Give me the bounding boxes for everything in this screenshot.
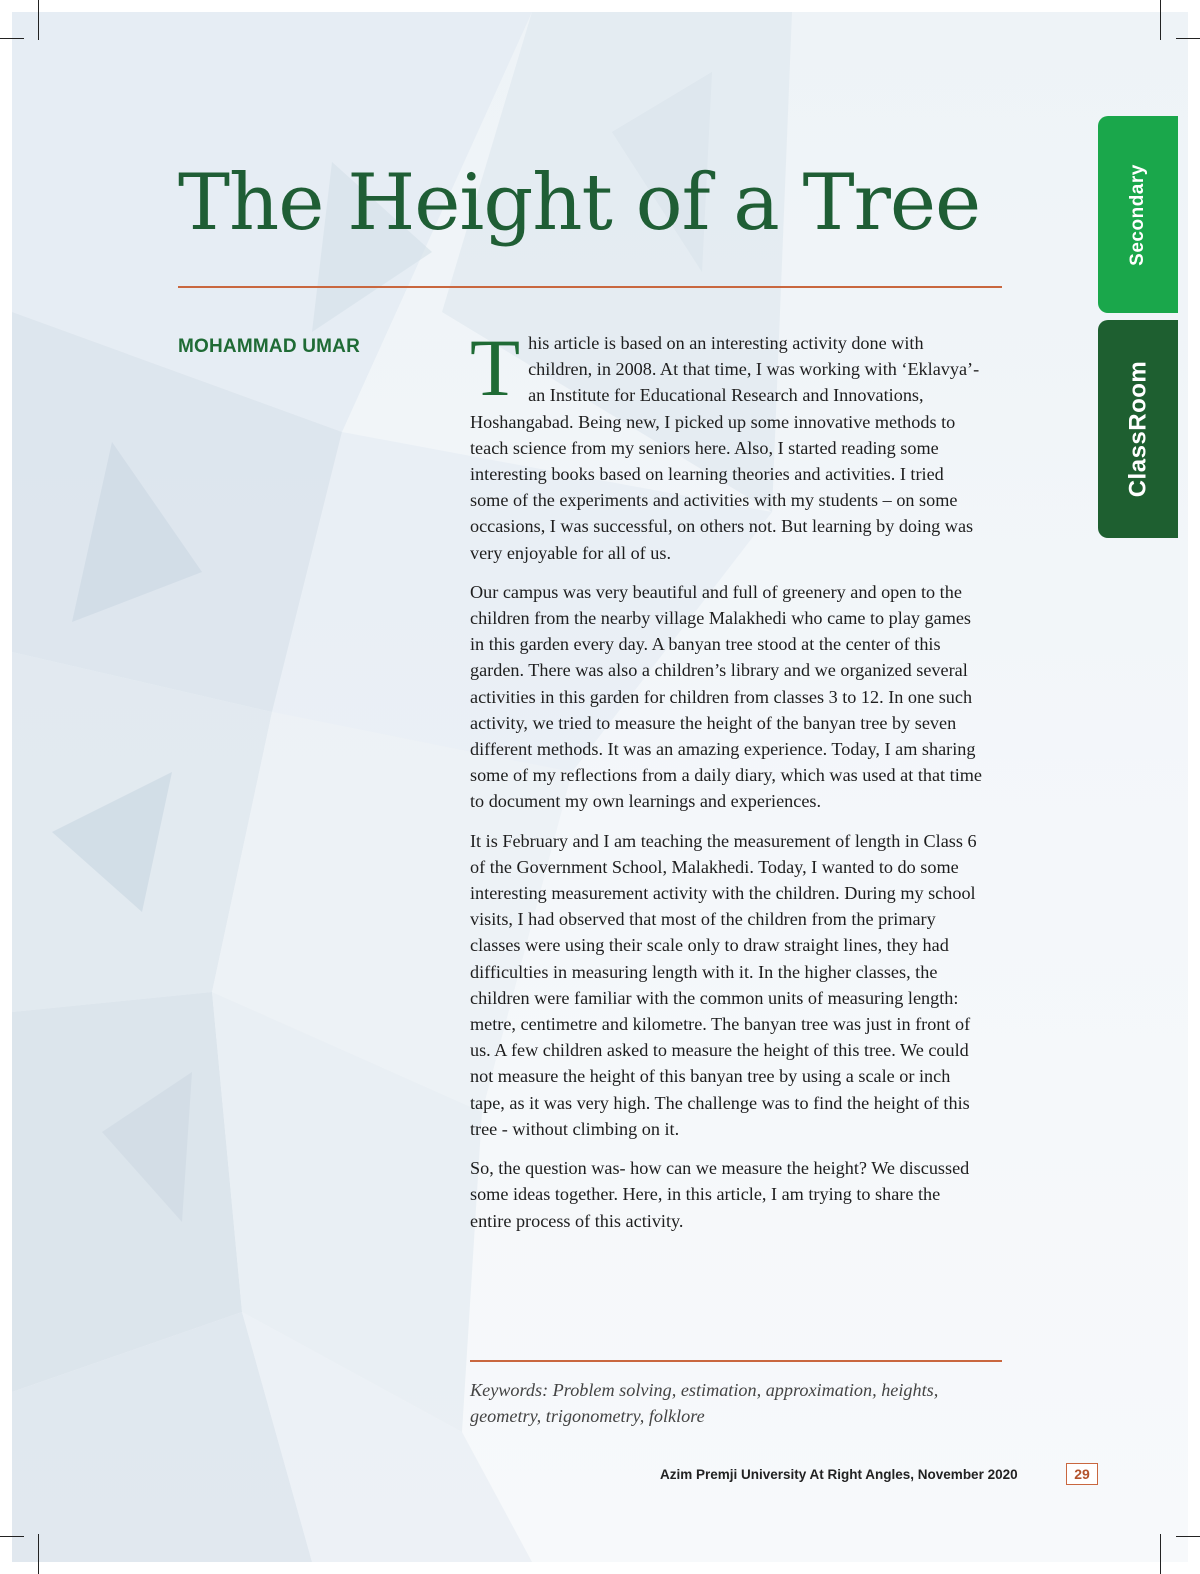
crop-mark bbox=[38, 1534, 39, 1574]
article-body bbox=[470, 322, 982, 1247]
crop-mark bbox=[1176, 38, 1200, 39]
article-paragraph bbox=[470, 322, 982, 566]
tab-classroom bbox=[1098, 320, 1178, 538]
article-paragraph: So, the question was- how can we measure the height? We discussed some ideas together. Here, in this article, I am trying to share the entire process of this activity. bbox=[470, 1158, 970, 1231]
crop-mark bbox=[0, 1536, 24, 1537]
keywords: Keywords: Problem solving, estimation, approximation, heights, geometry, trigonometry, folklore bbox=[470, 1380, 939, 1426]
crop-mark bbox=[1176, 1536, 1200, 1537]
paragraph-text: his article is based on an interesting activity done with children, in 2008. At that time, I was working with ‘Eklavya’- an Institute for Educational Research and Innovations, Hoshangabad. Being new, I picked up some innovative methods to teach science from my seniors here. Also, I started reading some interesting books based on learning theories and activities. I tried some of the experiments and activities with my students – on some occasions, I was successful, on others not. But learning by doing was very enjoyable for all of us. bbox=[470, 333, 980, 563]
tab-classroom-label: ClassRoom bbox=[1124, 360, 1152, 498]
crop-mark bbox=[1160, 1534, 1161, 1574]
footer-publication: Azim Premji University At Right Angles, November 2020 bbox=[660, 1467, 1018, 1482]
tab-secondary-label: Secondary bbox=[1127, 163, 1148, 266]
keywords-divider bbox=[470, 1360, 1002, 1362]
article-title: The Height of a Tree bbox=[178, 158, 981, 248]
article-paragraph: Our campus was very beautiful and full of greenery and open to the children from the nearby village Malakhedi who came to play games in this garden every day. A banyan tree stood at the center of this garden. There was also a children’s library and we organized several activities in this garden for children from classes 3 to 12. In one such activity, we tried to measure the height of the banyan tree by seven different methods. It was an amazing experience. Today, I am sharing some of my reflections from a daily diary, which was used at that time to document my own learnings and experiences. bbox=[470, 581, 982, 812]
author-name: MOHAMMAD UMAR bbox=[178, 336, 361, 357]
crop-mark bbox=[38, 0, 39, 40]
crop-mark bbox=[1160, 0, 1161, 40]
drop-cap: T bbox=[470, 322, 521, 413]
title-divider bbox=[178, 286, 1002, 288]
tab-secondary bbox=[1098, 116, 1178, 313]
article-paragraph: It is February and I am teaching the measurement of length in Class 6 of the Government School, Malakhedi. Today, I wanted to do some interesting measurement activity with the children. During my school visits, I had observed that most of the children from the primary classes were using their scale only to draw straight lines, they had difficulties in measuring length with it. In the higher classes, the children were familiar with the common units of measuring length: metre, centimetre and kilometre. The banyan tree was just in front of us. A few children asked to measure the height of this tree. We could not measure the height of this banyan tree by using a scale or inch tape, as it was very high. The challenge was to find the height of this tree - without climbing on it. bbox=[470, 830, 977, 1139]
crop-mark bbox=[0, 38, 24, 39]
page-number: 29 bbox=[1066, 1463, 1098, 1485]
